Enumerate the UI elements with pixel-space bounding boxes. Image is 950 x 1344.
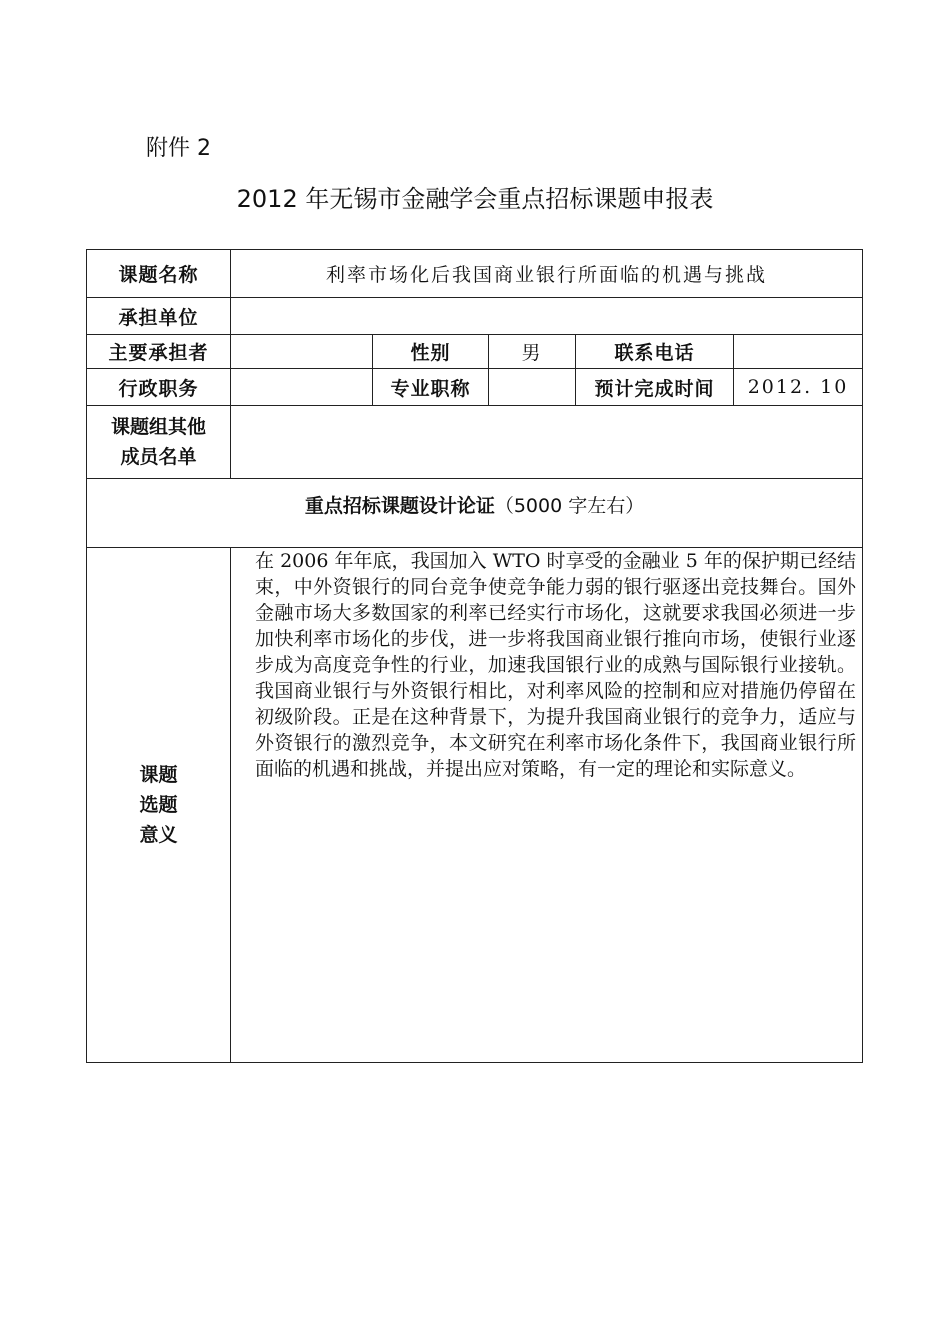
topic-name-label: 课题名称 (87, 250, 231, 298)
row-lead (87, 335, 863, 369)
completion-field[interactable]: 2012. 10 (734, 369, 863, 406)
significance-label (87, 548, 231, 1063)
row-design-heading (87, 479, 863, 548)
significance-text[interactable]: 在 2006 年年底，我国加入 WTO 时享受的金融业 5 年的保护期已经结束，中外资银行的同台竞争使竞争能力弱的银行驱逐出竞技舞台。国外金融市场大多数国家的利率已经实行市场化，这就要求我国必须进一步加快利率市场化的步伐，进一步将我国商业银行推向市场，使银行业逐步成为高度竞争性的行业，加速我国银行业的成熟与国际银行业接轨。我国商业银行与外资银行相比，对利率风险的控制和应对措施仍停留在初级阶段。正是在这种背景下，为提升我国商业银行的竞争力，适应与外资银行的激烈竞争，本文研究在利率市场化条件下，我国商业银行所面临的机遇和挑战，并提出应对策略，有一定的理论和实际意义。 (231, 548, 863, 1063)
admin-post-label: 行政职务 (87, 369, 231, 406)
row-unit (87, 298, 863, 335)
members-label (87, 406, 231, 479)
row-members (87, 406, 863, 479)
design-heading-bold: 重点招标课题设计论证 (304, 495, 495, 517)
prof-title-label: 专业职称 (373, 369, 489, 406)
significance-label-line3: 意义 (139, 824, 178, 846)
members-label-line1: 课题组其他 (110, 416, 206, 438)
application-form-table (86, 249, 863, 1063)
significance-label-line2: 选题 (139, 794, 178, 816)
gender-label: 性别 (373, 335, 489, 369)
members-label-line2: 成员名单 (120, 446, 197, 468)
admin-post-field[interactable] (231, 369, 373, 406)
gender-field[interactable]: 男 (489, 335, 576, 369)
phone-field[interactable] (734, 335, 863, 369)
members-field[interactable] (231, 406, 863, 479)
row-admin-post (87, 369, 863, 406)
topic-name-field[interactable]: 利率市场化后我国商业银行所面临的机遇与挑战 (231, 250, 863, 298)
lead-label: 主要承担者 (87, 335, 231, 369)
significance-label-line1: 课题 (139, 764, 178, 786)
completion-label: 预计完成时间 (576, 369, 734, 406)
row-significance (87, 548, 863, 1063)
lead-field[interactable] (231, 335, 373, 369)
design-heading-note: （5000 字左右） (494, 495, 645, 517)
prof-title-field[interactable] (489, 369, 576, 406)
row-topic-name (87, 250, 863, 298)
page-title: 2012 年无锡市金融学会重点招标课题申报表 (236, 185, 714, 213)
design-heading (87, 479, 863, 548)
unit-label: 承担单位 (87, 298, 231, 335)
unit-field[interactable] (231, 298, 863, 335)
attachment-label: 附件 2 (146, 136, 211, 161)
phone-label: 联系电话 (576, 335, 734, 369)
